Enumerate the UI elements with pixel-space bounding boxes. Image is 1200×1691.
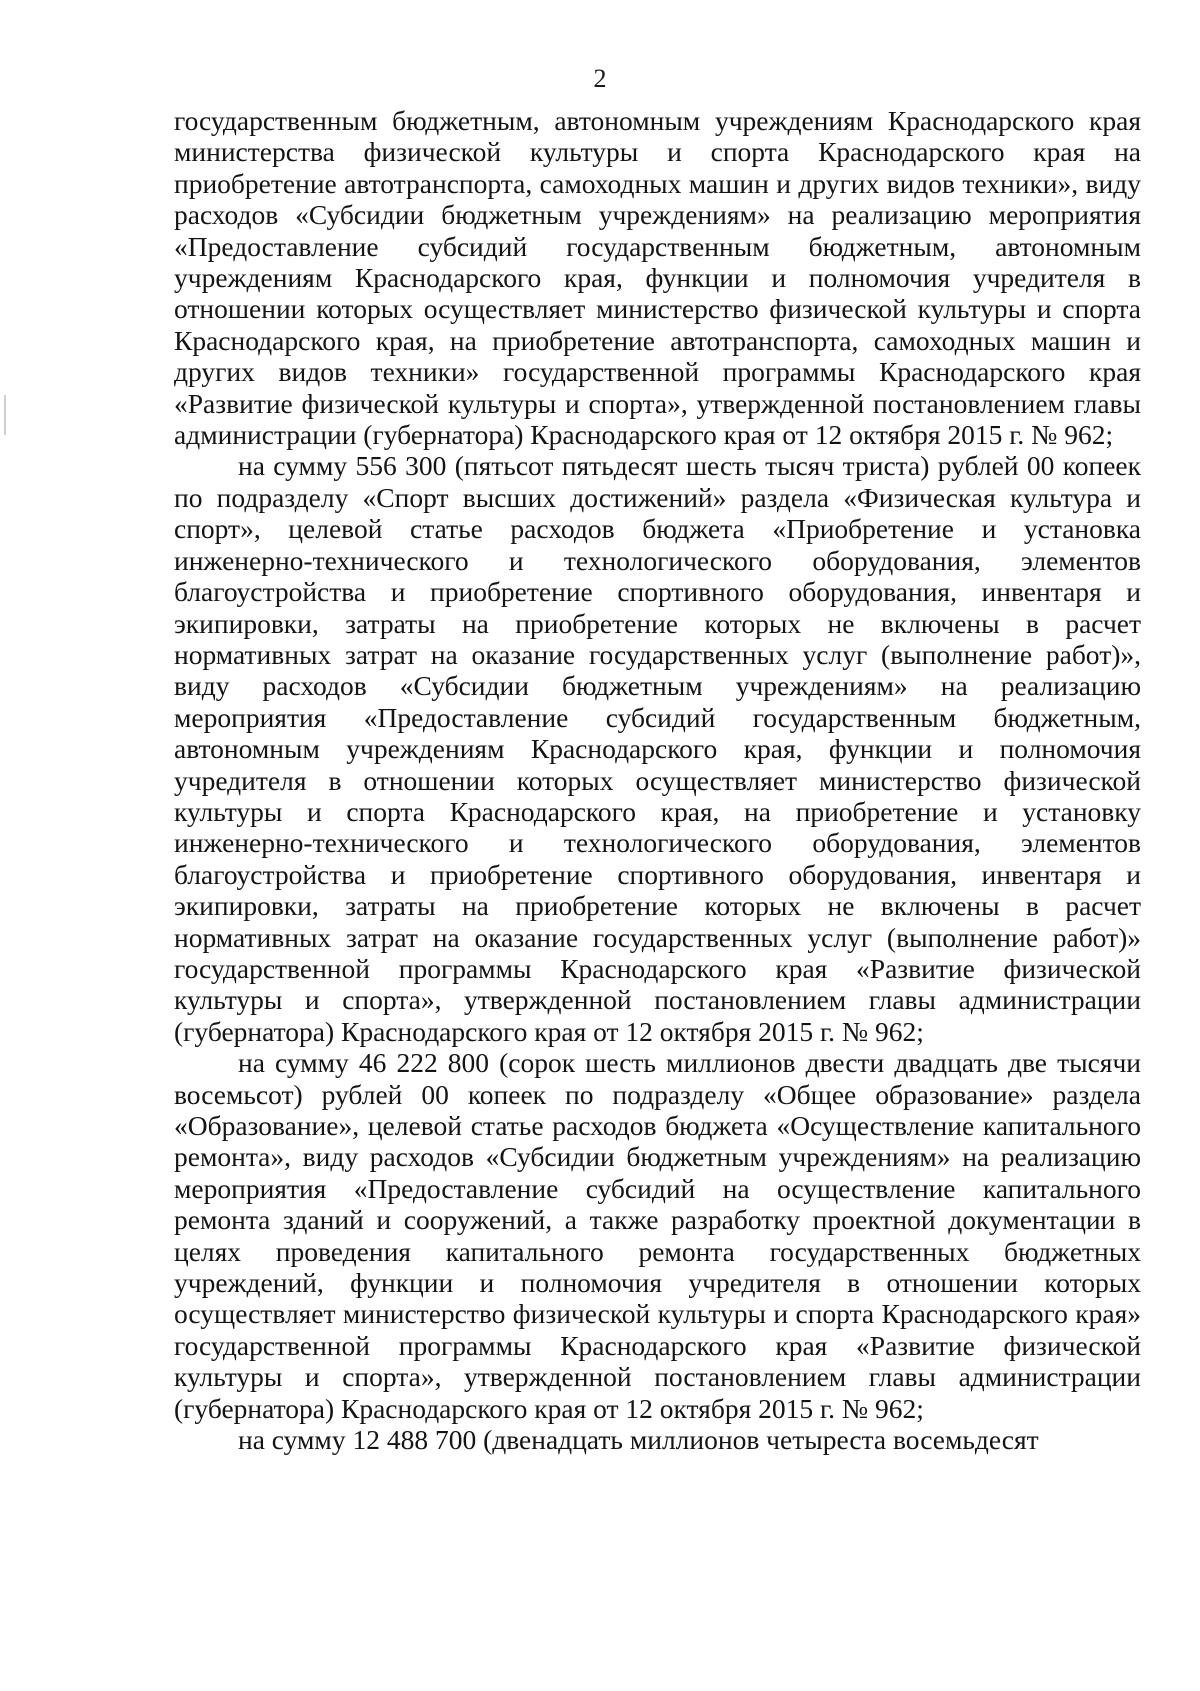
paragraph-continuation: государственным бюджетным, автономным учреждениям Краснодарского края министерства физической культуры и спорта Краснодарского края на приобретение автотранспорта, самоходных машин и других видов техники», виду расходов «Субсидии бюджетным учреждениям» на реализацию мероприятия «Предоставление субсидий государственным бюджетным, автономным учреждениям Краснодарского края, функции и полномочия учредителя в отношении которых осуществляет министерство физической культуры и спорта Краснодарского края, на приобретение автотранспорта, самоходных машин и других видов техники» государственной программы Краснодарского края «Развитие физической культуры и спорта», утвержденной постановлением главы администрации (губернатора) Краснодарского края от 12 октября 2015 г. № 962; [174,105,1141,451]
page-number: 2 [593,64,607,93]
paragraph-final-partial: на сумму 12 488 700 (двенадцать миллионов четыреста восемьдесят [238,1424,1039,1456]
paragraph-general-education: на сумму 46 222 800 (сорок шесть миллионов двести двадцать две тысячи восемьсот) рублей 00 копеек по подразделу «Общее образование» раздела «Образование», целевой статье расходов бюджета «Осуществление капитального ремонта», виду расходов «Субсидии бюджетным учреждениям» на реализацию мероприятия «Предоставление субсидий на осуществление капитального ремонта зданий и сооружений, а также разработку проектной документации в целях проведения капитального ремонта государственных бюджетных учреждений, функции и полномочия учредителя в отношении которых осуществляет министерство физической культуры и спорта Краснодарского края» государственной программы Краснодарского края «Развитие физической культуры и спорта», утвержденной постановлением главы администрации (губернатора) Краснодарского края от 12 октября 2015 г. № 962; [174,1047,1141,1424]
document-body [174,105,1141,1455]
paragraph-sport-achievements: на сумму 556 300 (пятьсот пятьдесят шесть тысяч триста) рублей 00 копеек по подразделу «Спорт высших достижений» раздела «Физическая культура и спорт», целевой статье расходов бюджета «Приобретение и установка инженерно-технического и технологического оборудования, элементов благоустройства и приобретение спортивного оборудования, инвентаря и экипировки, затраты на приобретение которых не включены в расчет нормативных затрат на оказание государственных услуг (выполнение работ)», виду расходов «Субсидии бюджетным учреждениям» на реализацию мероприятия «Предоставление субсидий государственным бюджетным, автономным учреждениям Краснодарского края, функции и полномочия учредителя в отношении которых осуществляет министерство физической культуры и спорта Краснодарского края, на приобретение и установку инженерно-технического и технологического оборудования, элементов благоустройства и приобретение спортивного оборудования, инвентаря и экипировки, затраты на приобретение которых не включены в расчет нормативных затрат на оказание государственных услуг (выполнение работ)» государственной программы Краснодарского края «Развитие физической культуры и спорта», утвержденной постановлением главы администрации (губернатора) Краснодарского края от 12 октября 2015 г. № 962; [174,450,1141,1047]
scan-edge-mark [4,395,6,435]
